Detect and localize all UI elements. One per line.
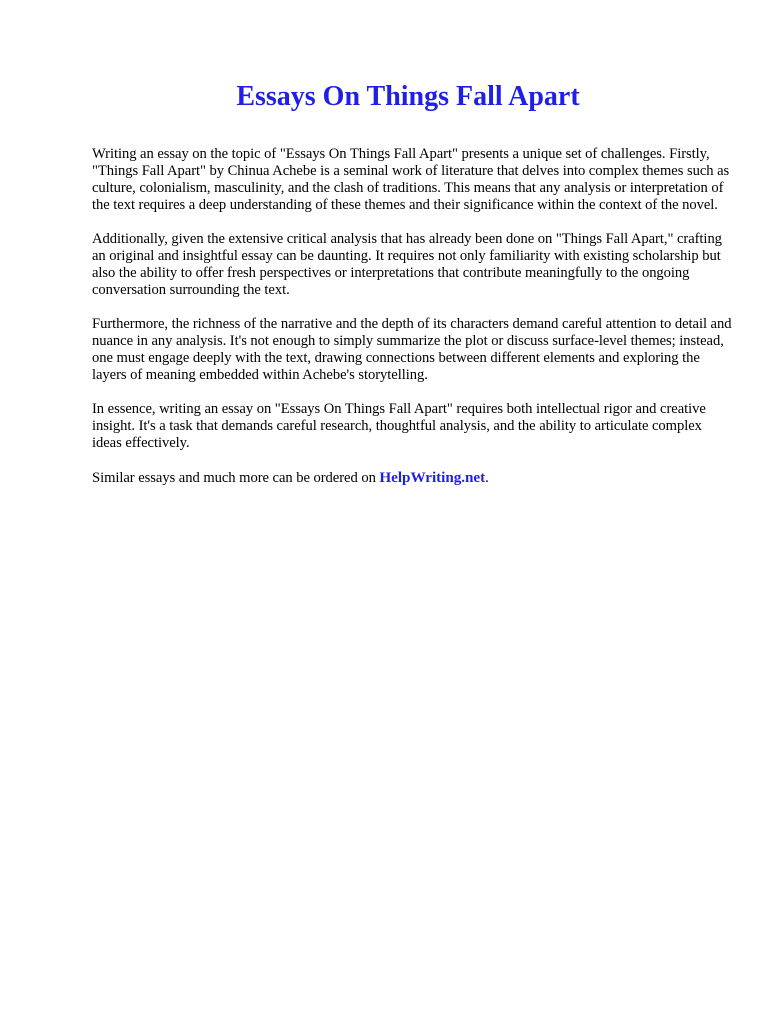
paragraph-2: Additionally, given the extensive critical analysis that has already been done on "Things Fall Apart," crafting an original and insightful essay can be daunting. It requires not only familiarity with existing scholarship but also the ability to offer fresh perspectives or interpretations that contribute meaningfully to the ongoing conversation surrounding the text. xyxy=(92,231,722,298)
helpwriting-link[interactable]: HelpWriting.net xyxy=(379,469,486,486)
paragraph-4: In essence, writing an essay on "Essays On Things Fall Apart" requires both intellectual rigor and creative insight. It's a task that demands careful research, thoughtful analysis, and the ability to articulate complex ideas effectively. xyxy=(92,401,706,451)
page-title: Essays On Things Fall Apart xyxy=(236,81,580,112)
document-body xyxy=(92,146,732,504)
footer-text: Similar essays and much more can be ordered on xyxy=(92,470,380,486)
footer-line xyxy=(92,469,732,487)
paragraph-1: Writing an essay on the topic of "Essays On Things Fall Apart" presents a unique set of challenges. Firstly, "Things Fall Apart" by Chinua Achebe is a seminal work of literature that delves into complex themes such as culture, colonialism, masculinity, and the clash of traditions. This means that any analysis or interpretation of the text requires a deep understanding of these themes and their significance within the context of the novel. xyxy=(92,146,730,213)
paragraph-3: Furthermore, the richness of the narrative and the depth of its characters demand careful attention to detail and nuance in any analysis. It's not enough to simply summarize the plot or discuss surface-level themes; instead, one must engage deeply with the text, drawing connections between different elements and exploring the layers of meaning embedded within Achebe's storytelling. xyxy=(92,316,732,383)
footer-suffix: . xyxy=(485,470,489,486)
